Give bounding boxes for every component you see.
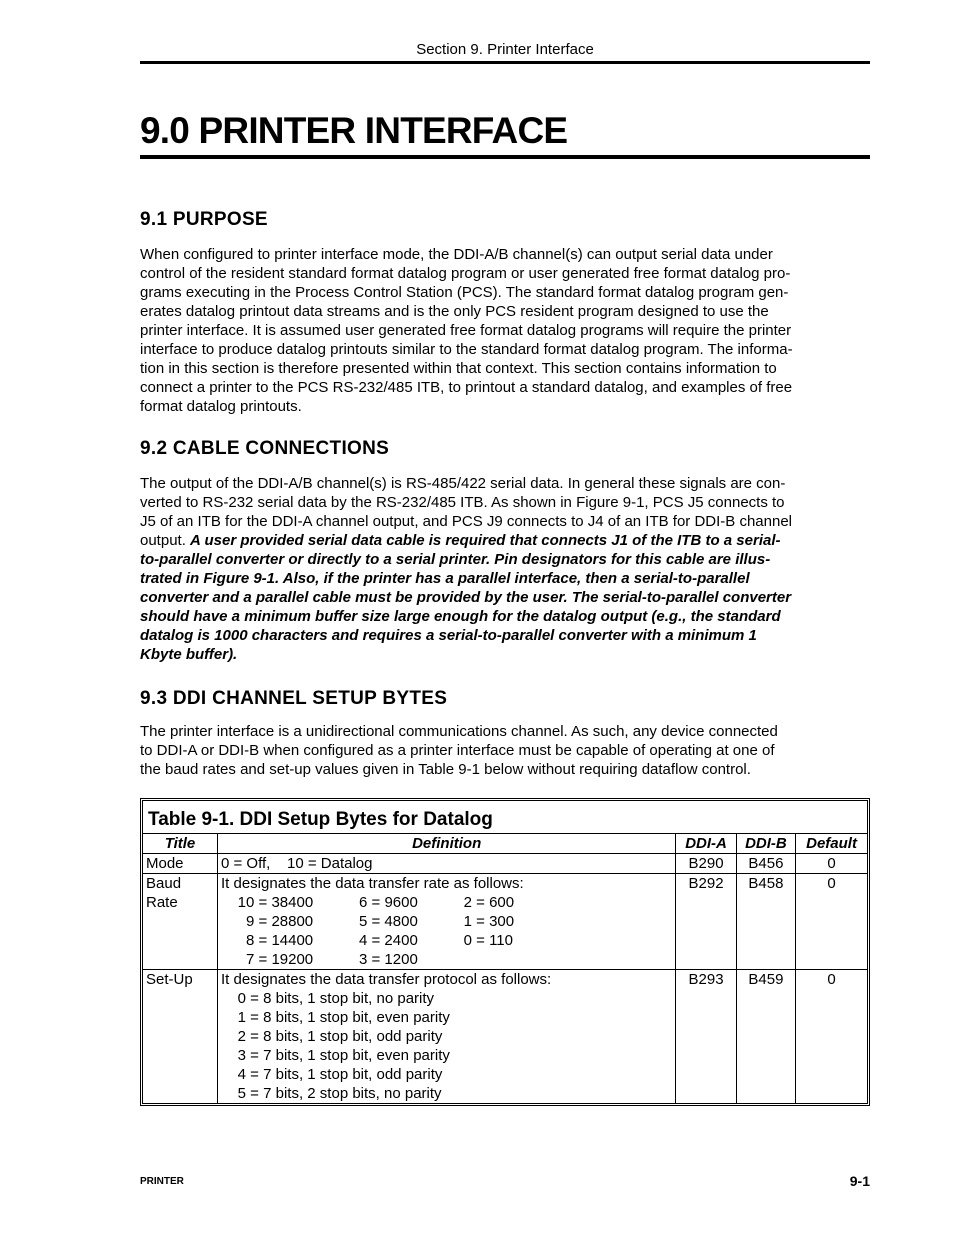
column-header-default: Default — [796, 834, 868, 854]
section-heading-ddi-channel-setup: 9.3 DDI CHANNEL SETUP BYTES — [140, 688, 448, 709]
title-text: Baud — [146, 875, 182, 892]
emphasized-line: datalog is 1000 characters and requires a serial-to-parallel converter with a minimum 1 — [140, 627, 757, 644]
text-line: interface to produce datalog printouts similar to the standard format datalog program. The informa- — [140, 341, 793, 358]
running-header: Section 9. Printer Interface — [416, 41, 594, 58]
text-line: the baud rates and set-up values given in Table 9-1 below without requiring dataflow control. — [140, 761, 751, 778]
column-header-title: Title — [143, 834, 218, 854]
text-line: verted to RS-232 serial data by the RS-232/485 ITB. As shown in Figure 9-1, PCS J5 connects to — [140, 494, 785, 511]
setup-bytes-table — [140, 798, 870, 1106]
title-rule — [140, 155, 870, 159]
title-cell — [143, 854, 218, 874]
table-row-set-up — [143, 970, 868, 1104]
ddi-setup-paragraph — [140, 722, 870, 779]
definition-line: 2 = 8 bits, 1 stop bit, odd parity — [221, 1028, 443, 1045]
text-line: grams executing in the Process Control Station (PCS). The standard format datalog program gen- — [140, 284, 789, 301]
title-text: Mode — [146, 855, 184, 872]
cable-connections-paragraph — [140, 474, 870, 664]
purpose-paragraph — [140, 245, 870, 416]
table-row-baud-rate — [143, 874, 868, 970]
default-cell: 0 — [796, 854, 868, 874]
page-number: 9-1 — [849, 1173, 870, 1189]
chapter-title: 9.0 PRINTER INTERFACE — [140, 110, 568, 151]
emphasized-line: trated in Figure 9-1. Also, if the printer has a parallel interface, then a serial-to-parallel — [140, 570, 750, 587]
title-cell — [143, 970, 218, 1104]
definition-line: 0 = Off, 10 = Datalog — [221, 855, 373, 872]
definition-line: 3 = 7 bits, 1 stop bit, even parity — [221, 1047, 450, 1064]
definition-line: 1 = 8 bits, 1 stop bit, even parity — [221, 1009, 450, 1026]
text-line: connect a printer to the PCS RS-232/485 ITB, to printout a standard datalog, and examples of free — [140, 379, 793, 396]
column-header-definition: Definition — [218, 834, 676, 854]
title-text: Set-Up — [146, 971, 193, 988]
column-header-ddi-b: DDI-B — [736, 834, 795, 854]
emphasized-line: converter and a parallel cable must be provided by the user. The serial-to-parallel converter — [140, 589, 792, 606]
text-line: The output of the DDI-A/B channel(s) is RS-485/422 serial data. In general these signals are con- — [140, 475, 786, 492]
definition-cell — [218, 970, 676, 1104]
text-line: tion in this section is therefore presented within that context. This section contains information to — [140, 360, 777, 377]
column-header-ddi-a: DDI-A — [676, 834, 736, 854]
ddi-a-cell: B292 — [676, 874, 736, 970]
text-line: to DDI-A or DDI-B when configured as a printer interface must be capable of operating at one of — [140, 742, 775, 759]
emphasized-line: Kbyte buffer). — [140, 646, 238, 663]
text-line: printer interface. It is assumed user generated free format datalog programs will require the printer — [140, 322, 792, 339]
header-rule — [140, 61, 870, 64]
section-heading-purpose: 9.1 PURPOSE — [140, 209, 268, 230]
text-line: control of the resident standard format datalog program or user generated free format datalog pro- — [140, 265, 791, 282]
text-line: format datalog printouts. — [140, 398, 302, 415]
text-line: erates datalog printout data streams and is the only PCS resident program designed to use the — [140, 303, 769, 320]
footer-section-name: PRINTER — [140, 1176, 184, 1187]
emphasized-line: should have a minimum buffer size large enough for the datalog output (e.g., the standard — [140, 608, 781, 625]
text-run: output. — [140, 532, 191, 549]
table-header-row — [143, 834, 868, 854]
table-row-mode — [143, 854, 868, 874]
definition-cell — [218, 874, 676, 970]
definition-line: 4 = 7 bits, 1 stop bit, odd parity — [221, 1066, 443, 1083]
default-cell: 0 — [796, 874, 868, 970]
table-grid — [142, 833, 868, 1104]
definition-line: 0 = 8 bits, 1 stop bit, no parity — [221, 990, 435, 1007]
emphasized-line: to-parallel converter or directly to a serial printer. Pin designators for this cable are illus- — [140, 551, 771, 568]
definition-cell — [218, 854, 676, 874]
text-line: J5 of an ITB for the DDI-A channel output, and PCS J9 connects to J4 of an ITB for DDI-B channel — [140, 513, 793, 530]
text-line: When configured to printer interface mode, the DDI-A/B channel(s) can output serial data under — [140, 246, 773, 263]
ddi-a-cell: B293 — [676, 970, 736, 1104]
title-cell — [143, 874, 218, 970]
ddi-b-cell: B456 — [736, 854, 795, 874]
definition-line: It designates the data transfer rate as follows: — [221, 875, 524, 892]
definition-line: It designates the data transfer protocol as follows: — [221, 971, 552, 988]
section-heading-cable-connections: 9.2 CABLE CONNECTIONS — [140, 438, 390, 459]
default-cell: 0 — [796, 970, 868, 1104]
ddi-b-cell: B459 — [736, 970, 795, 1104]
definition-line: 7 = 19200 3 = 1200 — [221, 951, 418, 968]
ddi-b-cell: B458 — [736, 874, 795, 970]
definition-line: 5 = 7 bits, 2 stop bits, no parity — [221, 1085, 442, 1102]
table-caption: Table 9-1. DDI Setup Bytes for Datalog — [142, 800, 868, 833]
text-line: The printer interface is a unidirectional communications channel. As such, any device connected — [140, 723, 778, 740]
text-line — [140, 531, 870, 550]
definition-line: 10 = 38400 6 = 9600 2 = 600 — [221, 894, 515, 911]
emphasized-text: A user provided serial data cable is required that connects J1 of the ITB to a serial- — [190, 532, 781, 549]
definition-line: 9 = 28800 5 = 4800 1 = 300 — [221, 913, 515, 930]
title-text: Rate — [146, 894, 178, 911]
ddi-a-cell: B290 — [676, 854, 736, 874]
definition-line: 8 = 14400 4 = 2400 0 = 110 — [221, 932, 513, 949]
